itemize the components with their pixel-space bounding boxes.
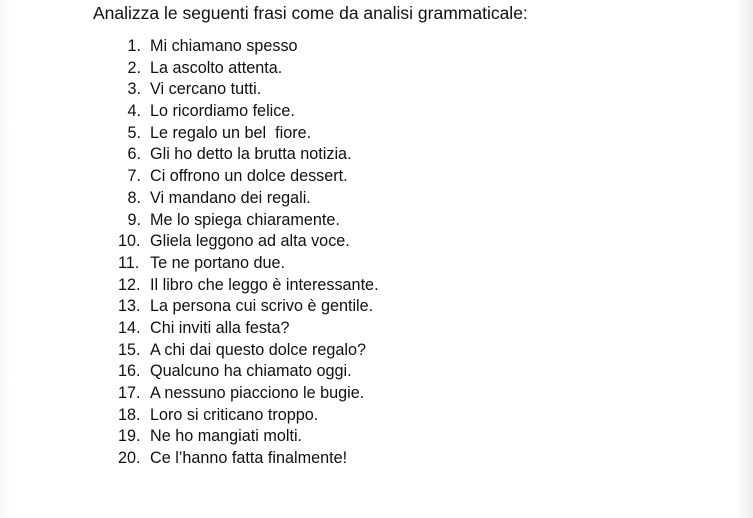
list-item [116,123,379,145]
list-item [116,253,379,275]
list-item [116,166,379,188]
list-item [116,426,379,448]
item-text: Ci offrono un dolce dessert. [150,167,348,186]
item-number: 18. [118,405,141,424]
item-number: 15. [118,340,141,359]
item-number: 13. [118,297,141,316]
item-text: Qualcuno ha chiamato oggi. [150,362,352,381]
item-number: 16. [118,362,141,381]
item-text: Il libro che leggo è interessante. [150,275,379,294]
item-text: Mi chiamano spesso [150,37,298,55]
list-item [116,275,379,297]
item-number: 19. [118,427,141,446]
list-item [116,79,379,101]
item-number: 8. [127,188,141,207]
list-item [116,188,379,210]
item-text: Vi cercano tutti. [150,80,262,99]
item-text: A nessuno piacciono le bugie. [150,384,365,402]
list-item [116,101,379,123]
item-text: Vi mandano dei regali. [150,188,311,207]
list-item [116,296,379,318]
list-item [116,318,379,340]
list-item [116,210,379,232]
item-text: La ascolto attenta. [150,58,283,77]
item-text: Gli ho detto la brutta notizia. [150,145,352,164]
item-number: 2. [127,58,141,77]
item-number: 11. [118,253,140,272]
item-number: 17. [118,384,141,402]
item-number: 14. [118,318,141,337]
list-item [116,383,379,405]
item-text: Ce l’hanno fatta finalmente! [150,449,348,468]
list-item [116,231,379,253]
item-number: 7. [127,167,141,186]
item-text: Ne ho mangiati molti. [150,427,303,446]
list-item [116,58,379,80]
list-item [116,144,379,166]
item-number: 5. [127,123,141,142]
item-number: 20. [118,449,141,468]
list-item [116,340,379,362]
item-number: 6. [127,145,141,164]
item-number: 10. [118,232,141,251]
list-item [116,448,379,470]
item-number: 4. [127,102,141,121]
sentence-list [116,36,379,470]
list-item [116,405,379,427]
item-number: 9. [127,210,141,229]
item-text: Lo ricordiamo felice. [150,102,295,121]
item-number: 12. [118,275,141,294]
list-item [116,36,379,58]
item-text: Gliela leggono ad alta voce. [150,232,350,251]
list-item [116,361,379,383]
item-text: Te ne portano due. [150,253,285,272]
item-text: Chi inviti alla festa? [150,318,290,337]
item-text: A chi dai questo dolce regalo? [150,340,366,359]
item-text: Le regalo un bel fiore. [150,123,312,142]
exercise-title: Analizza le seguenti frasi come da analisi grammaticale: [93,3,528,23]
item-number: 1. [127,37,141,55]
item-text: Loro si criticano troppo. [150,405,319,424]
item-text: Me lo spiega chiaramente. [150,210,340,229]
item-number: 3. [127,80,141,99]
item-text: La persona cui scrivo è gentile. [150,297,374,316]
